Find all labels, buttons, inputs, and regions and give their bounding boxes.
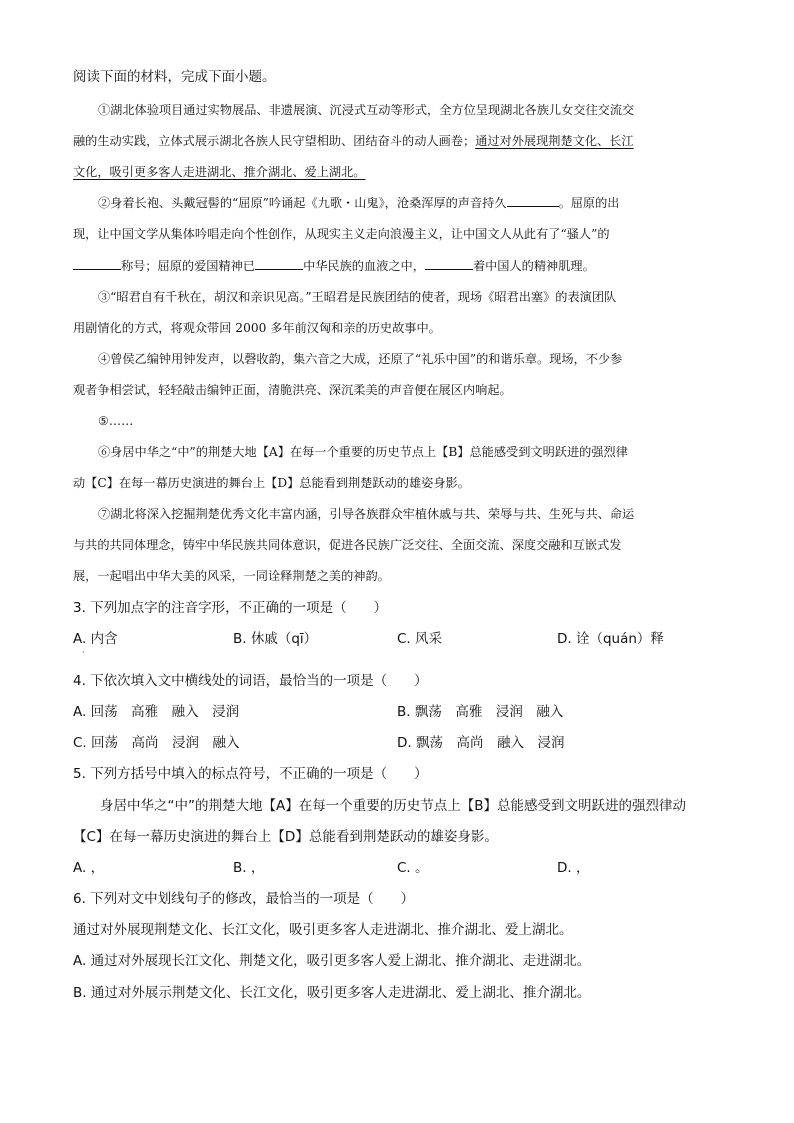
passage-p2-line1 [98, 194, 620, 212]
q5-option-b[interactable]: B. ， [233, 860, 265, 876]
passage-p4-line1: ④曾侯乙编钟用钟发声，以磬收韵，集六音之大成，还原了“礼乐中国”的和谐乐章。现场，不少参 [98, 352, 623, 366]
passage-p6-line1: ⑥身居中华之“中”的荆楚大地【A】在每一个重要的历史节点上【B】总能感受到文明跃进的强烈律 [98, 445, 628, 459]
q4-option-b[interactable]: B. 飘荡 高雅 浸润 融入 [397, 704, 564, 720]
passage-p2-text2: 。屈原的出 [558, 196, 620, 210]
emphasis-dot: · [82, 648, 85, 657]
reading-instruction: 阅读下面的材料，完成下面小题。 [73, 69, 276, 85]
q5-quote-line1: 身居中华之“中”的荆楚大地【A】在每一个重要的历史节点上【B】总能感受到文明跃进的强烈律动 [100, 798, 686, 814]
passage-p2-text1: ②身着长袍、头戴冠髻的“屈原”吟诵起《九歌・山鬼》，沧桑浑厚的声音持久 [98, 196, 507, 210]
passage-p1-text: 融的生动实践，立体式展示湖北各族人民守望相助、团结奋斗的动人画卷； [73, 134, 476, 148]
q6-option-b[interactable]: B. 通过对外展示荆楚文化、长江文化，吸引更多客人走进湖北、爱上湖北、推介湖北。 [73, 985, 591, 1001]
q4-option-a[interactable]: A. 回荡 高雅 融入 浸润 [73, 704, 240, 720]
q5-option-d[interactable]: D. ， [557, 860, 590, 876]
passage-p3-line1: ③“昭君自有千秋在，胡汉和亲识见高。”王昭君是民族团结的使者，现场《昭君出塞》的表演团队 [98, 290, 617, 304]
fill-blank-1 [507, 194, 559, 207]
passage-p2-text5: 着中国人的精神肌理。 [472, 259, 595, 273]
passage-p2-text4: 中华民族的血液之中， [303, 259, 425, 273]
q4-option-c[interactable]: C. 回荡 高尚 浸润 融入 [73, 735, 240, 751]
question-4-stem: 4. 下依次填入文中横线处的词语，最恰当的一项是（ ） [73, 673, 428, 689]
q6-original-sentence: 通过对外展现荆楚文化、长江文化，吸引更多客人走进湖北、推介湖北、爱上湖北。 [73, 922, 573, 938]
q3-option-b[interactable]: B. 休戚（qī） [233, 631, 318, 647]
q3-option-c[interactable]: C. 风采 [397, 631, 443, 647]
passage-p7-line1: ⑦湖北将深入挖掘荆楚优秀文化丰富内涵，引导各族群众牢植休戚与共、荣辱与共、生死与共、命运 [98, 507, 635, 521]
underlined-sentence-part2: 文化，吸引更多客人走进湖北、推介湖北、爱上湖北。 [73, 165, 366, 179]
q3-option-d[interactable]: D. 诠（quán）释 [557, 631, 664, 647]
question-5-stem: 5. 下列方括号中填入的标点符号，不正确的一项是（ ） [73, 766, 428, 782]
q5-option-a[interactable]: A. ， [73, 860, 105, 876]
q5-quote-line2: 【C】在每一幕历史演进的舞台上【D】总能看到荆楚跃动的雄姿身影。 [73, 829, 498, 845]
passage-p4-line2: 观者争相尝试，轻轻敲击编钟正面，清脆洪亮、深沉柔美的声音便在展区内响起。 [73, 383, 512, 397]
fill-blank-3 [255, 257, 303, 270]
q6-option-a[interactable]: A. 通过对外展现长江文化、荆楚文化，吸引更多客人爱上湖北、推介湖北、走进湖北。 [73, 953, 591, 969]
passage-p2-line3 [73, 257, 595, 275]
question-3-stem: 3. 下列加点字的注音字形，不正确的一项是（ ） [73, 600, 388, 616]
question-6-stem: 6. 下列对文中划线句子的修改，最恰当的一项是（ ） [73, 891, 415, 907]
q3-option-a[interactable]: A. 内含 [73, 631, 118, 647]
fill-blank-4 [425, 257, 473, 270]
q4-option-d[interactable]: D. 飘荡 高尚 融入 浸润 [397, 735, 565, 751]
passage-p7-line2: 与共的共同体理念，铸牢中华民族共同体意识，促进各民族广泛交往、全面交流、深度交融和互嵌式发 [73, 538, 622, 552]
fill-blank-2 [73, 257, 121, 270]
passage-p7-line3: 展，一起唱出中华大美的风采，一同诠释荆楚之美的神韵。 [73, 569, 390, 583]
underlined-sentence-part1: 通过对外展现荆楚文化、长江 [475, 134, 634, 148]
passage-p6-line2: 动【C】在每一幕历史演进的舞台上【D】总能看到荆楚跃动的雄姿身影。 [73, 476, 470, 490]
passage-p1-line1: ①湖北体验项目通过实物展品、非遗展演、沉浸式互动等形式，全方位呈现湖北各族儿女交往交流交 [98, 103, 635, 117]
passage-p2-text3: 称号；屈原的爱国精神已 [121, 259, 256, 273]
passage-p2-line2: 现，让中国文学从集体吟唱走向个性创作，从现实主义走向浪漫主义，让中国文人从此有了“骚人”的 [73, 227, 610, 241]
passage-p3-line2: 用剧情化的方式，将观众带回 2000 多年前汉匈和亲的历史故事中。 [73, 321, 441, 335]
passage-p1-line2 [73, 132, 634, 150]
passage-p5: ⑤…… [98, 414, 134, 428]
q5-option-c[interactable]: C. 。 [397, 860, 429, 876]
